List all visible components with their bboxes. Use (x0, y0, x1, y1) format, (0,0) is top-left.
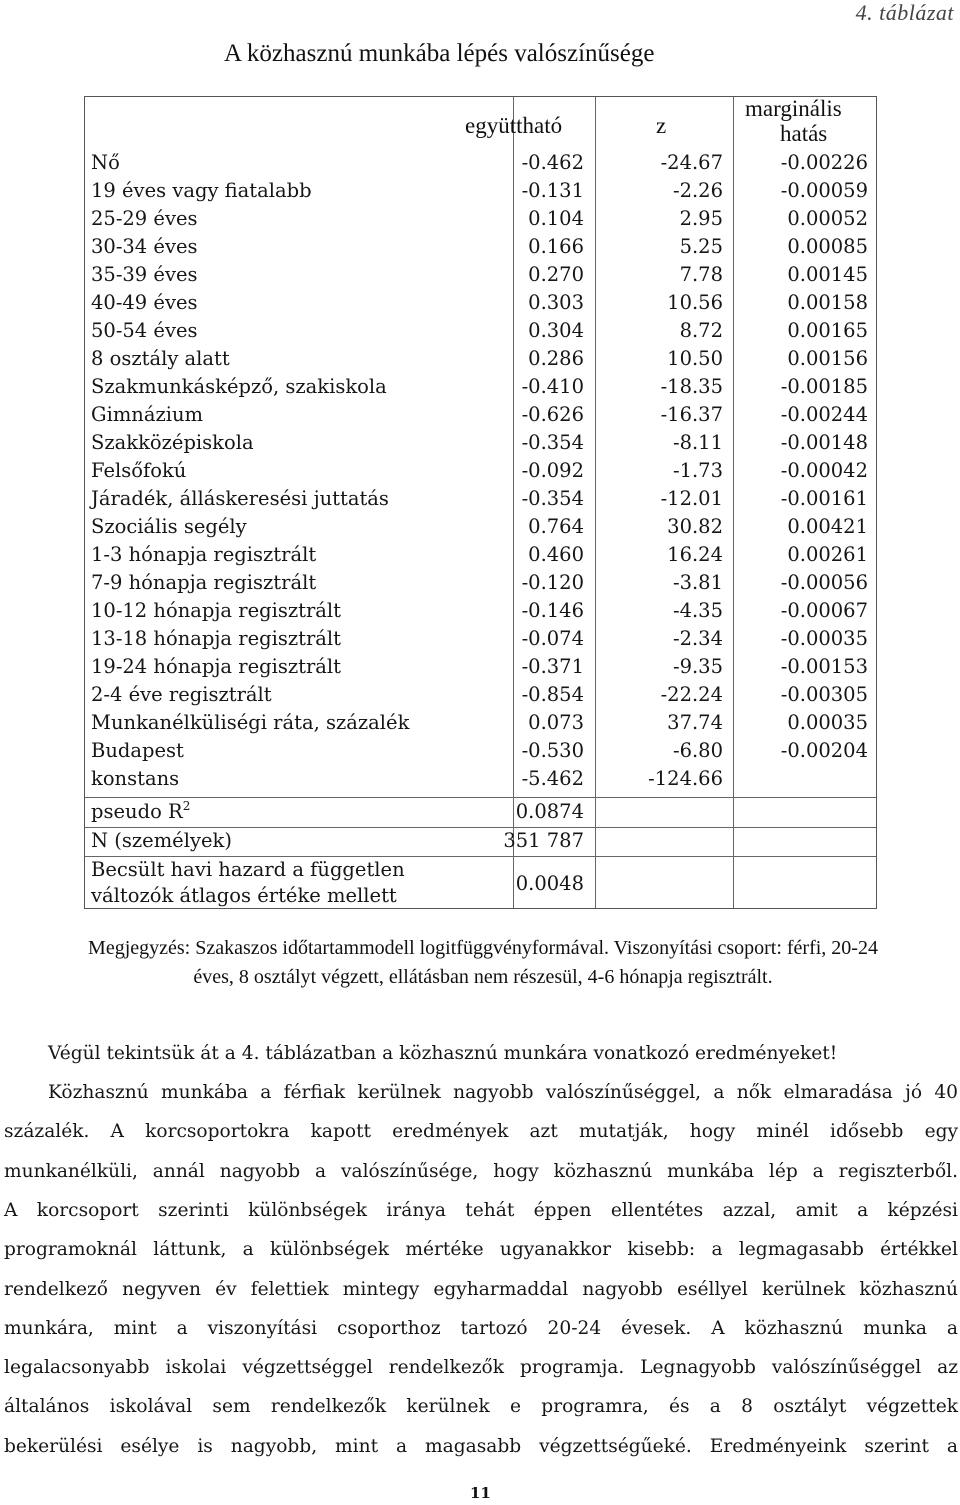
row-label: 40-49 éves (91, 291, 198, 314)
row-divider (85, 797, 876, 798)
z-value: -9.35 (672, 655, 723, 678)
z-value: 37.74 (667, 711, 723, 734)
coef-value: 0.270 (528, 263, 584, 286)
z-value: 5.25 (679, 235, 723, 258)
paragraph-line: programoknál láttunk, a különbségek mértéke ugyanakkor kisebb: a legmagasabb értékkel (4, 1239, 958, 1261)
z-value: 10.56 (667, 291, 723, 314)
marginal-value: -0.00042 (780, 459, 868, 482)
paragraph-line: Közhasznú munkába a férfiak kerülnek nagyobb valószínűséggel, a nők elmaradása jó 40 (48, 1082, 958, 1103)
coef-value: -0.074 (521, 627, 584, 650)
row-label: 19 éves vagy fiatalabb (91, 179, 312, 202)
coef-value: -0.410 (521, 375, 584, 398)
pseudo-r2-value: 0.0874 (515, 800, 584, 823)
coef-value: 0.166 (528, 235, 584, 258)
coef-value: -0.146 (521, 599, 584, 622)
row-label: 7-9 hónapja regisztrált (91, 571, 317, 594)
row-label: Budapest (91, 739, 184, 762)
coef-value: -0.354 (521, 487, 584, 510)
z-value: -22.24 (660, 683, 723, 706)
hazard-label-line1: Becsült havi hazard a független (91, 858, 405, 881)
row-label: 10-12 hónapja regisztrált (91, 599, 341, 622)
results-table (84, 96, 877, 909)
marginal-value: 0.00165 (787, 319, 868, 342)
header-marginal-2: hatás (780, 121, 828, 146)
row-label: Szakközépiskola (91, 431, 254, 454)
col-divider (733, 97, 734, 908)
hazard-label-line2: változók átlagos értéke mellett (91, 884, 397, 907)
paragraph-line: munkanélküli, annál nagyobb a valószínűsége, hogy közhasznú munkába lép a regiszterből. (4, 1160, 958, 1182)
coef-value: 0.304 (528, 319, 584, 342)
header-marginal-1: marginális (745, 96, 842, 121)
z-value: 16.24 (667, 543, 723, 566)
row-label: 13-18 hónapja regisztrált (91, 627, 341, 650)
row-label: 1-3 hónapja regisztrált (91, 543, 317, 566)
z-value: -1.73 (672, 459, 723, 482)
marginal-value: -0.00059 (780, 179, 868, 202)
row-label: 50-54 éves (91, 319, 198, 342)
coef-value: -0.092 (521, 459, 584, 482)
z-value: 7.78 (679, 263, 723, 286)
marginal-value: 0.00035 (787, 711, 868, 734)
z-value: -24.67 (660, 151, 723, 174)
page-number: 11 (470, 1484, 491, 1502)
row-label: Járadék, álláskeresési juttatás (91, 487, 389, 510)
z-value: -4.35 (672, 599, 723, 622)
row-label: 19-24 hónapja regisztrált (91, 655, 341, 678)
marginal-value: -0.00067 (780, 599, 868, 622)
marginal-value: 0.00156 (787, 347, 868, 370)
n-persons-label: N (személyek) (91, 829, 232, 852)
marginal-value: -0.00185 (780, 375, 868, 398)
marginal-value: 0.00158 (787, 291, 868, 314)
marginal-value: 0.00052 (787, 207, 868, 230)
header-z: z (656, 113, 667, 138)
pseudo-r2-label: pseudo $R^2$ (91, 799, 191, 823)
row-label: 8 osztály alatt (91, 347, 230, 370)
paragraph-line: bekerülési esélye is nagyobb, mint a magasabb végzettségűeké. Eredményeink szerint a (4, 1435, 958, 1457)
note-line-2: éves, 8 osztályt végzett, ellátásban nem részesül, 4-6 hónapja regisztrált. (193, 966, 773, 988)
marginal-value: -0.00204 (780, 739, 868, 762)
row-label: Szociális segély (91, 515, 247, 538)
row-label: Szakmunkásképző, szakiskola (91, 375, 387, 398)
coef-value: 0.764 (528, 515, 584, 538)
paragraph-line: rendelkező negyven év felettiek mintegy egyharmaddal nagyobb eséllyel kerülnek közhasznú (4, 1278, 958, 1300)
marginal-value: -0.00226 (780, 151, 868, 174)
z-value: 10.50 (667, 347, 723, 370)
header-coef: együttható (465, 113, 563, 138)
coef-value: 0.303 (528, 291, 584, 314)
coef-value: 0.460 (528, 543, 584, 566)
marginal-value: -0.00148 (780, 431, 868, 454)
z-value: -2.26 (672, 179, 723, 202)
row-label: 35-39 éves (91, 263, 198, 286)
z-value: -6.80 (672, 739, 723, 762)
marginal-value: -0.00153 (780, 655, 868, 678)
row-label: Gimnázium (91, 403, 204, 426)
z-value: -124.66 (648, 767, 723, 790)
row-label: 2-4 éve regisztrált (91, 683, 272, 706)
coef-value: -5.462 (521, 767, 584, 790)
col-divider (513, 97, 514, 908)
table-label: 4. táblázat (855, 0, 954, 25)
marginal-value: 0.00145 (787, 263, 868, 286)
coef-value: -0.854 (521, 683, 584, 706)
z-value: -18.35 (660, 375, 723, 398)
marginal-value: 0.00261 (787, 543, 868, 566)
coef-value: 0.286 (528, 347, 584, 370)
coef-value: -0.626 (521, 403, 584, 426)
z-value: -16.37 (660, 403, 723, 426)
hazard-value: 0.0048 (515, 872, 584, 895)
n-persons-value: 351 787 (503, 829, 584, 852)
marginal-value: -0.00035 (780, 627, 868, 650)
marginal-value: -0.00161 (780, 487, 868, 510)
z-value: -8.11 (672, 431, 723, 454)
paragraph-line: legalacsonyabb iskolai végzettséggel rendelkezők programja. Legnagyobb valószínűséggel az (4, 1357, 958, 1379)
marginal-value: -0.00056 (780, 571, 868, 594)
col-divider (595, 97, 596, 908)
paragraph-line: A korcsoport szerinti különbségek iránya tehát éppen ellentétes azzal, amit a képzési (4, 1199, 958, 1221)
z-value: 8.72 (679, 319, 723, 342)
paragraph-line: Végül tekintsük át a 4. táblázatban a közhasznú munkára vonatkozó eredményeket! (48, 1043, 838, 1064)
coef-value: -0.530 (521, 739, 584, 762)
marginal-value: 0.00085 (787, 235, 868, 258)
coef-value: 0.073 (528, 711, 584, 734)
row-label: 30-34 éves (91, 235, 198, 258)
paragraph-line: általános iskolával sem rendelkezők kerülnek e programra, és a 8 osztályt végzettek (4, 1396, 958, 1418)
z-value: 30.82 (667, 515, 723, 538)
row-label: Felsőfokú (91, 459, 187, 482)
z-value: -12.01 (660, 487, 723, 510)
note-line-1: Megjegyzés: Szakaszos időtartammodell logitfüggvényformával. Viszonyítási csoport: férfi, 20-24 (88, 937, 878, 959)
coef-value: -0.371 (521, 655, 584, 678)
coef-value: -0.462 (521, 151, 584, 174)
table-note (30, 934, 936, 992)
coef-value: -0.131 (521, 179, 584, 202)
marginal-value: -0.00244 (780, 403, 868, 426)
row-label: konstans (91, 767, 180, 790)
coef-value: -0.120 (521, 571, 584, 594)
table-title: A közhasznú munkába lépés valószínűsége (224, 40, 655, 67)
marginal-value: 0.00421 (787, 515, 868, 538)
coef-value: 0.104 (528, 207, 584, 230)
z-value: -3.81 (672, 571, 723, 594)
marginal-value: -0.00305 (780, 683, 868, 706)
paragraph-line: százalék. A korcsoportokra kapott eredmények azt mutatják, hogy minél idősebb egy (4, 1121, 958, 1143)
row-label: Munkanélküliségi ráta, százalék (91, 711, 410, 734)
row-label: 25-29 éves (91, 207, 198, 230)
z-value: -2.34 (672, 627, 723, 650)
coef-value: -0.354 (521, 431, 584, 454)
paragraph-line: munkára, mint a viszonyítási csoporthoz tartozó 20-24 évesek. A közhasznú munka a (4, 1317, 958, 1339)
row-label: Nő (91, 151, 120, 174)
z-value: 2.95 (679, 207, 723, 230)
